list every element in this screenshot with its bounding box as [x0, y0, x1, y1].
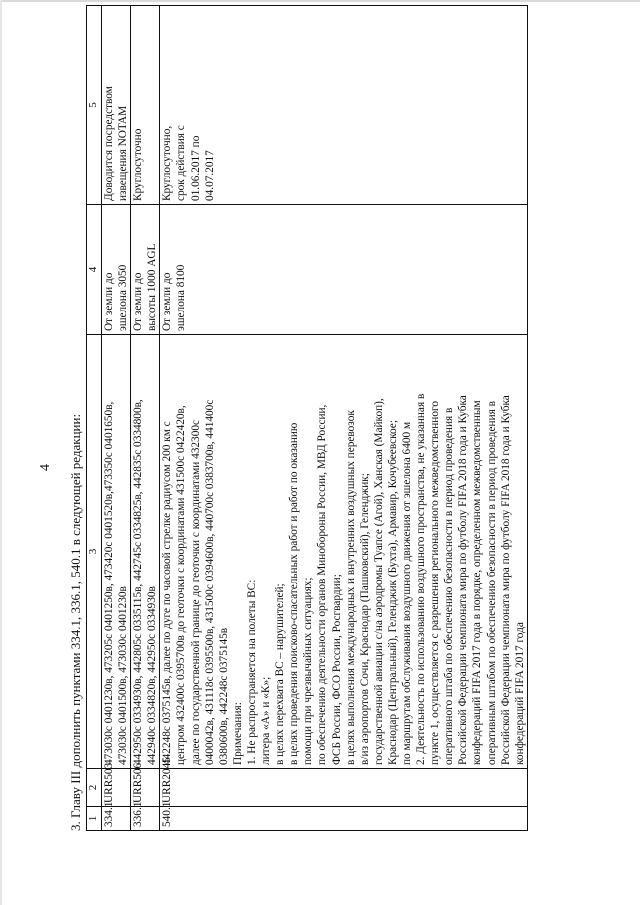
schedule-cell [160, 6, 527, 205]
column-header-5: 5 [87, 6, 102, 205]
coordinates-line: 442950с 0334930в, 442805с 0335115в, 442745с 0334825в, 442835с 0334800в, [132, 399, 145, 765]
coordinates-line: 0400042в, 431118с 0395500в, 431500с 0394600в, 440700с 0383700в, 441400с [203, 399, 216, 765]
table-row [131, 6, 160, 831]
table-header-row [87, 6, 102, 831]
schedule-line: Круглосуточно, [161, 125, 174, 201]
coordinates-line: 0380600в, 442248с 0375145в [217, 627, 230, 765]
zone-code-cell: URR2045 [160, 769, 527, 807]
coordinates-line: оперативным штабом по обеспечению безопасности в период проведения в [485, 400, 498, 765]
altitude-line: От земли до [132, 272, 145, 331]
altitude-cell [160, 205, 527, 335]
row-number-cell: 540.1 [160, 807, 527, 831]
coordinates-cell [160, 335, 527, 769]
altitude-line: От земли до [161, 272, 174, 331]
schedule-line: 01.06.2017 по [189, 135, 202, 201]
coordinates-line: помощи при чрезвычайных ситуациях; [302, 577, 315, 765]
schedule-line: 04.07.2017 [203, 150, 216, 201]
coordinates-line: в/из аэропортов Сочи, Краснодар (Пашковский), Геленджик; [358, 473, 371, 765]
schedule-line: Круглосуточно [132, 128, 145, 201]
coordinates-line: 473030с 0401230в, 473205с 0401250в, 473420с 0401520в,473350с 0401650в, [103, 401, 115, 765]
coordinates-line: в целях выполнения международных и внутренних воздушных перевозок [344, 410, 357, 765]
altitude-line: эшелона 8100 [175, 264, 188, 331]
coordinates-line: по обеспечению деятельности органов Минобороны России, МВД России, [316, 404, 329, 765]
coordinates-line: ФСБ России, ФСО России, Росгвардии; [330, 574, 343, 765]
schedule-line: Доводится посредством [103, 86, 115, 201]
table-body [102, 6, 528, 831]
coordinates-line: далее по государственной границе до геоточки с координатами 432300с [189, 419, 202, 765]
coordinates-line: 442940с 0334820в, 442950с 0334930в [146, 586, 159, 765]
column-header-3: 3 [87, 335, 102, 769]
coordinates-cell [131, 335, 160, 769]
coordinates-line: конфедераций FIFA 2017 года в порядке, определенном межведомственным [471, 400, 484, 765]
coordinates-line: 473030с 0401500в, 473030с 0401230в [117, 586, 130, 765]
column-header-1: 1 [87, 807, 102, 831]
table-row [160, 6, 527, 831]
coordinates-line: Российской Федерации чемпионата мира по футболу FIFA 2018 года и Кубка [499, 395, 512, 765]
column-header-2: 2 [87, 769, 102, 807]
coordinates-line: пункте 1, осуществляется с разрешения регионального межведомственного [429, 401, 442, 765]
coordinates-line: литера «А» и «К»; [260, 676, 273, 765]
altitude-line: От земли до [103, 272, 115, 331]
row-number-cell: 334.1 [102, 807, 131, 831]
altitude-cell [131, 205, 160, 335]
row-number-cell: 336.1 [131, 807, 160, 831]
altitude-cell [102, 205, 131, 335]
coordinates-line: конфедераций FIFA 2017 года [513, 622, 526, 765]
coordinates-line: по маршрутам обслуживания воздушного движения от эшелона 6400 м [400, 421, 413, 765]
coordinates-line: в целях проведения поисково-спасательных работ и работ по оказанию [288, 422, 301, 765]
coordinates-line: 2. Деятельность по использованию воздушного пространства, не указанная в [415, 393, 428, 765]
coordinates-line: Примечания: [231, 702, 244, 765]
altitude-line: высоты 1000 AGL [146, 243, 159, 331]
coordinates-cell [102, 335, 131, 769]
zone-code-cell: URR506 [131, 769, 160, 807]
document-heading: 3. Главу III дополнить пунктами 334.1, 336.1, 540.1 в следующей редакции: [68, 413, 83, 831]
altitude-line: эшелона 3050 [117, 264, 130, 331]
coordinates-line: центром 432400с 0395700в до геоточки с координатами 431500с 0422420в, [175, 405, 188, 765]
airspace-table [86, 5, 528, 831]
schedule-line: срок действия с [175, 125, 188, 201]
schedule-line: извещения NOTAM [117, 105, 130, 201]
column-header-4: 4 [87, 205, 102, 335]
coordinates-line: Краснодар (Центральный), Геленджик (Бухта), Армавир, Кочубеевское; [386, 420, 399, 765]
coordinates-line: Российской Федерации чемпионата мира по футболу FIFA 2018 года и Кубка [457, 395, 470, 765]
page-number: 4 [38, 464, 53, 471]
schedule-cell [102, 6, 131, 205]
table-row [102, 6, 131, 831]
coordinates-line: 1. Не распространяется на полеты ВС: [245, 579, 258, 765]
coordinates-line: 442248с 0375145в, далее по дуге по часовой стрелке радиусом 200 км с [161, 421, 174, 765]
schedule-cell [131, 6, 160, 205]
coordinates-line: оперативного штаба по обеспечению безопасности в период проведения в [443, 407, 456, 765]
coordinates-line: в целях перехвата ВС – нарушителей; [274, 583, 287, 765]
zone-code-cell: URR503 [102, 769, 131, 807]
coordinates-line: государственной авиации с/на аэродромы Туапсе (Агой), Ханская (Майкоп), [372, 398, 385, 765]
